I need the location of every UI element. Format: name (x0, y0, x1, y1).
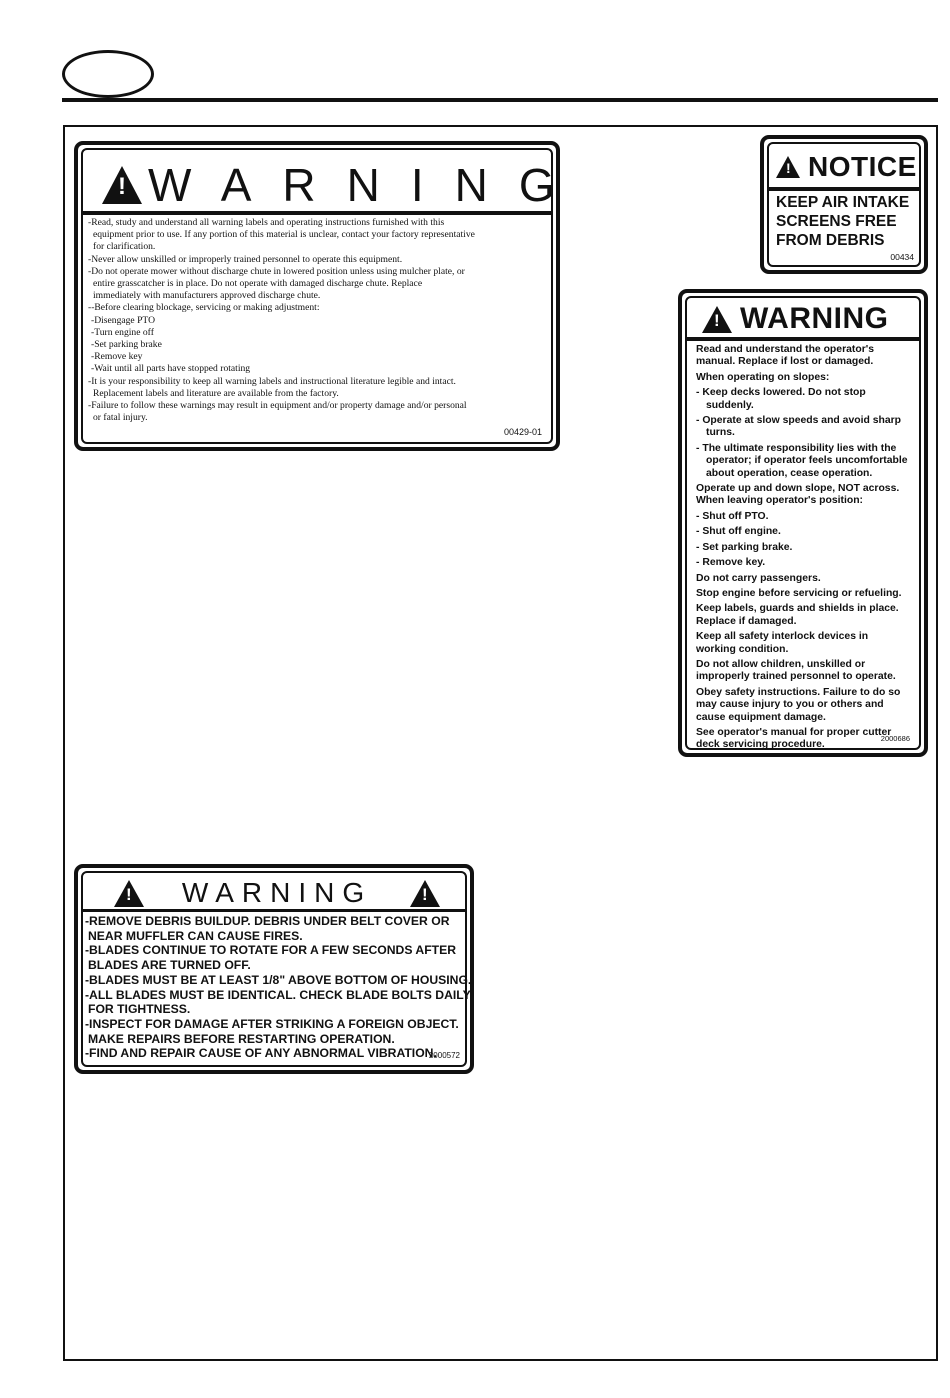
label-line: turns. (706, 427, 735, 439)
label-line: may cause injury to you or others and (696, 699, 884, 711)
label-title: WARNING (148, 159, 586, 211)
label-header (776, 147, 918, 187)
label-line: -BLADES MUST BE AT LEAST 1/8" ABOVE BOTTOM OF HOUSING. (85, 972, 472, 987)
label-title: WARNING (181, 877, 373, 908)
label-line: Replacement labels and literature are available from the factory. (93, 387, 339, 399)
label-line: -Remove key (91, 351, 143, 363)
label-line: - Set parking brake. (696, 541, 793, 553)
label-line: When leaving operator's position: (696, 495, 864, 507)
label-header (102, 159, 586, 211)
label-line: working condition. (696, 643, 789, 655)
label-title: NOTICE (808, 151, 917, 182)
warning-triangle-icon (410, 880, 440, 907)
label-line: --Before clearing blockage, servicing or making adjustment: (88, 302, 320, 314)
label-line: - Remove key. (696, 557, 766, 569)
label-line: MAKE REPAIRS BEFORE RESTARTING OPERATION. (88, 1031, 395, 1046)
label-line: -Never allow unskilled or improperly trained personnel to operate this equipment. (88, 253, 403, 265)
label-part-number: 2000686 (880, 734, 910, 743)
label-line: When operating on slopes: (696, 371, 830, 383)
label-divider (83, 211, 551, 215)
warning-triangle-icon (114, 880, 144, 907)
label-line: about operation, cease operation. (706, 467, 873, 479)
label-line: equipment prior to use. If any portion of this material is unclear, contact your factory representative (93, 229, 475, 241)
label-line: Obey safety instructions. Failure to do so (696, 686, 901, 698)
label-divider (687, 337, 919, 341)
warning-triangle-icon (702, 306, 732, 333)
label-line: -INSPECT FOR DAMAGE AFTER STRIKING A FOREIGN OBJECT. (85, 1016, 459, 1031)
label-line: cause equipment damage. (696, 711, 826, 723)
label-line: - Shut off engine. (696, 526, 781, 538)
label-line: Keep all safety interlock devices in (696, 631, 869, 643)
label-line: deck servicing procedure. (696, 739, 825, 751)
label-line: -ALL BLADES MUST BE IDENTICAL. CHECK BLADE BOLTS DAILY (85, 987, 471, 1002)
label-line: FOR TIGHTNESS. (88, 1002, 191, 1017)
label-body (85, 914, 472, 1061)
warning-label-general (74, 141, 586, 451)
label-line: improperly trained personnel to operate. (696, 671, 896, 683)
label-part-number: 00429-01 (503, 427, 542, 437)
label-line: Do not allow children, unskilled or (696, 658, 866, 670)
label-line: -Read, study and understand all warning labels and operating instructions furnished with this (88, 217, 445, 228)
label-line: NEAR MUFFLER CAN CAUSE FIRES. (88, 928, 303, 943)
warning-triangle-icon (776, 156, 800, 178)
label-line: operator; if operator feels uncomfortable (706, 455, 908, 467)
label-part-number: 00434 (890, 252, 914, 262)
label-line: See operator's manual for proper cutter (696, 726, 892, 738)
label-line: FROM DEBRIS (776, 232, 885, 249)
label-line: -It is your responsibility to keep all warning labels and instructional literature legible and intact. (88, 375, 456, 387)
label-line: -Failure to follow these warnings may result in equipment and/or property damage and/or personal (88, 400, 467, 412)
label-body (696, 344, 916, 752)
section-badge-oval (62, 50, 154, 98)
label-line: -FIND AND REPAIR CAUSE OF ANY ABNORMAL VIBRATION. (85, 1046, 437, 1061)
label-line: - The ultimate responsibility lies with the (696, 442, 897, 454)
label-line: immediately with manufacturers approved discharge chute. (93, 290, 321, 302)
label-line: Read and understand the operator's (696, 344, 874, 355)
label-body (776, 193, 909, 250)
label-line: - Keep decks lowered. Do not stop (696, 387, 866, 399)
label-line: or fatal injury. (93, 412, 148, 424)
notice-label-air-intake (760, 135, 928, 274)
label-body (88, 217, 550, 424)
label-title: WARNING (740, 302, 889, 335)
label-header (114, 876, 440, 910)
label-line: BLADES ARE TURNED OFF. (88, 958, 251, 973)
label-line: - Shut off PTO. (696, 510, 769, 522)
label-line: Operate up and down slope, NOT across. (696, 483, 900, 495)
label-line: KEEP AIR INTAKE (776, 194, 910, 211)
label-line: -Turn engine off (91, 326, 154, 338)
header-rule (62, 98, 938, 102)
label-line: -Set parking brake (91, 339, 162, 351)
label-line: SCREENS FREE (776, 213, 897, 230)
label-line: - Operate at slow speeds and avoid sharp (696, 415, 901, 427)
label-line: -Wait until all parts have stopped rotating (91, 363, 251, 375)
label-divider (769, 187, 919, 191)
warning-label-operation (678, 289, 928, 757)
label-line: Do not carry passengers. (696, 572, 821, 584)
label-line: -Do not operate mower without discharge chute in lowered position unless using mulcher plate, or (88, 265, 465, 277)
label-line: -Disengage PTO (91, 314, 156, 326)
label-part-number: 2000572 (428, 1051, 460, 1060)
label-line: -REMOVE DEBRIS BUILDUP. DEBRIS UNDER BELT COVER OR (85, 914, 450, 928)
label-divider (83, 909, 465, 912)
label-line: for clarification. (93, 241, 156, 253)
label-line: manual. Replace if lost or damaged. (696, 356, 874, 368)
warning-triangle-icon (102, 166, 142, 204)
label-line: Keep labels, guards and shields in place. (696, 603, 899, 615)
warning-label-blades (74, 864, 474, 1074)
label-line: Stop engine before servicing or refueling. (696, 587, 902, 599)
label-line: entire grasscatcher is in place. Do not operate with damaged discharge chute. Replace (93, 278, 423, 290)
label-line: suddenly. (706, 399, 754, 411)
label-line: Replace if damaged. (696, 615, 797, 627)
label-line: -BLADES CONTINUE TO ROTATE FOR A FEW SECONDS AFTER (85, 943, 457, 958)
label-header (702, 301, 916, 337)
